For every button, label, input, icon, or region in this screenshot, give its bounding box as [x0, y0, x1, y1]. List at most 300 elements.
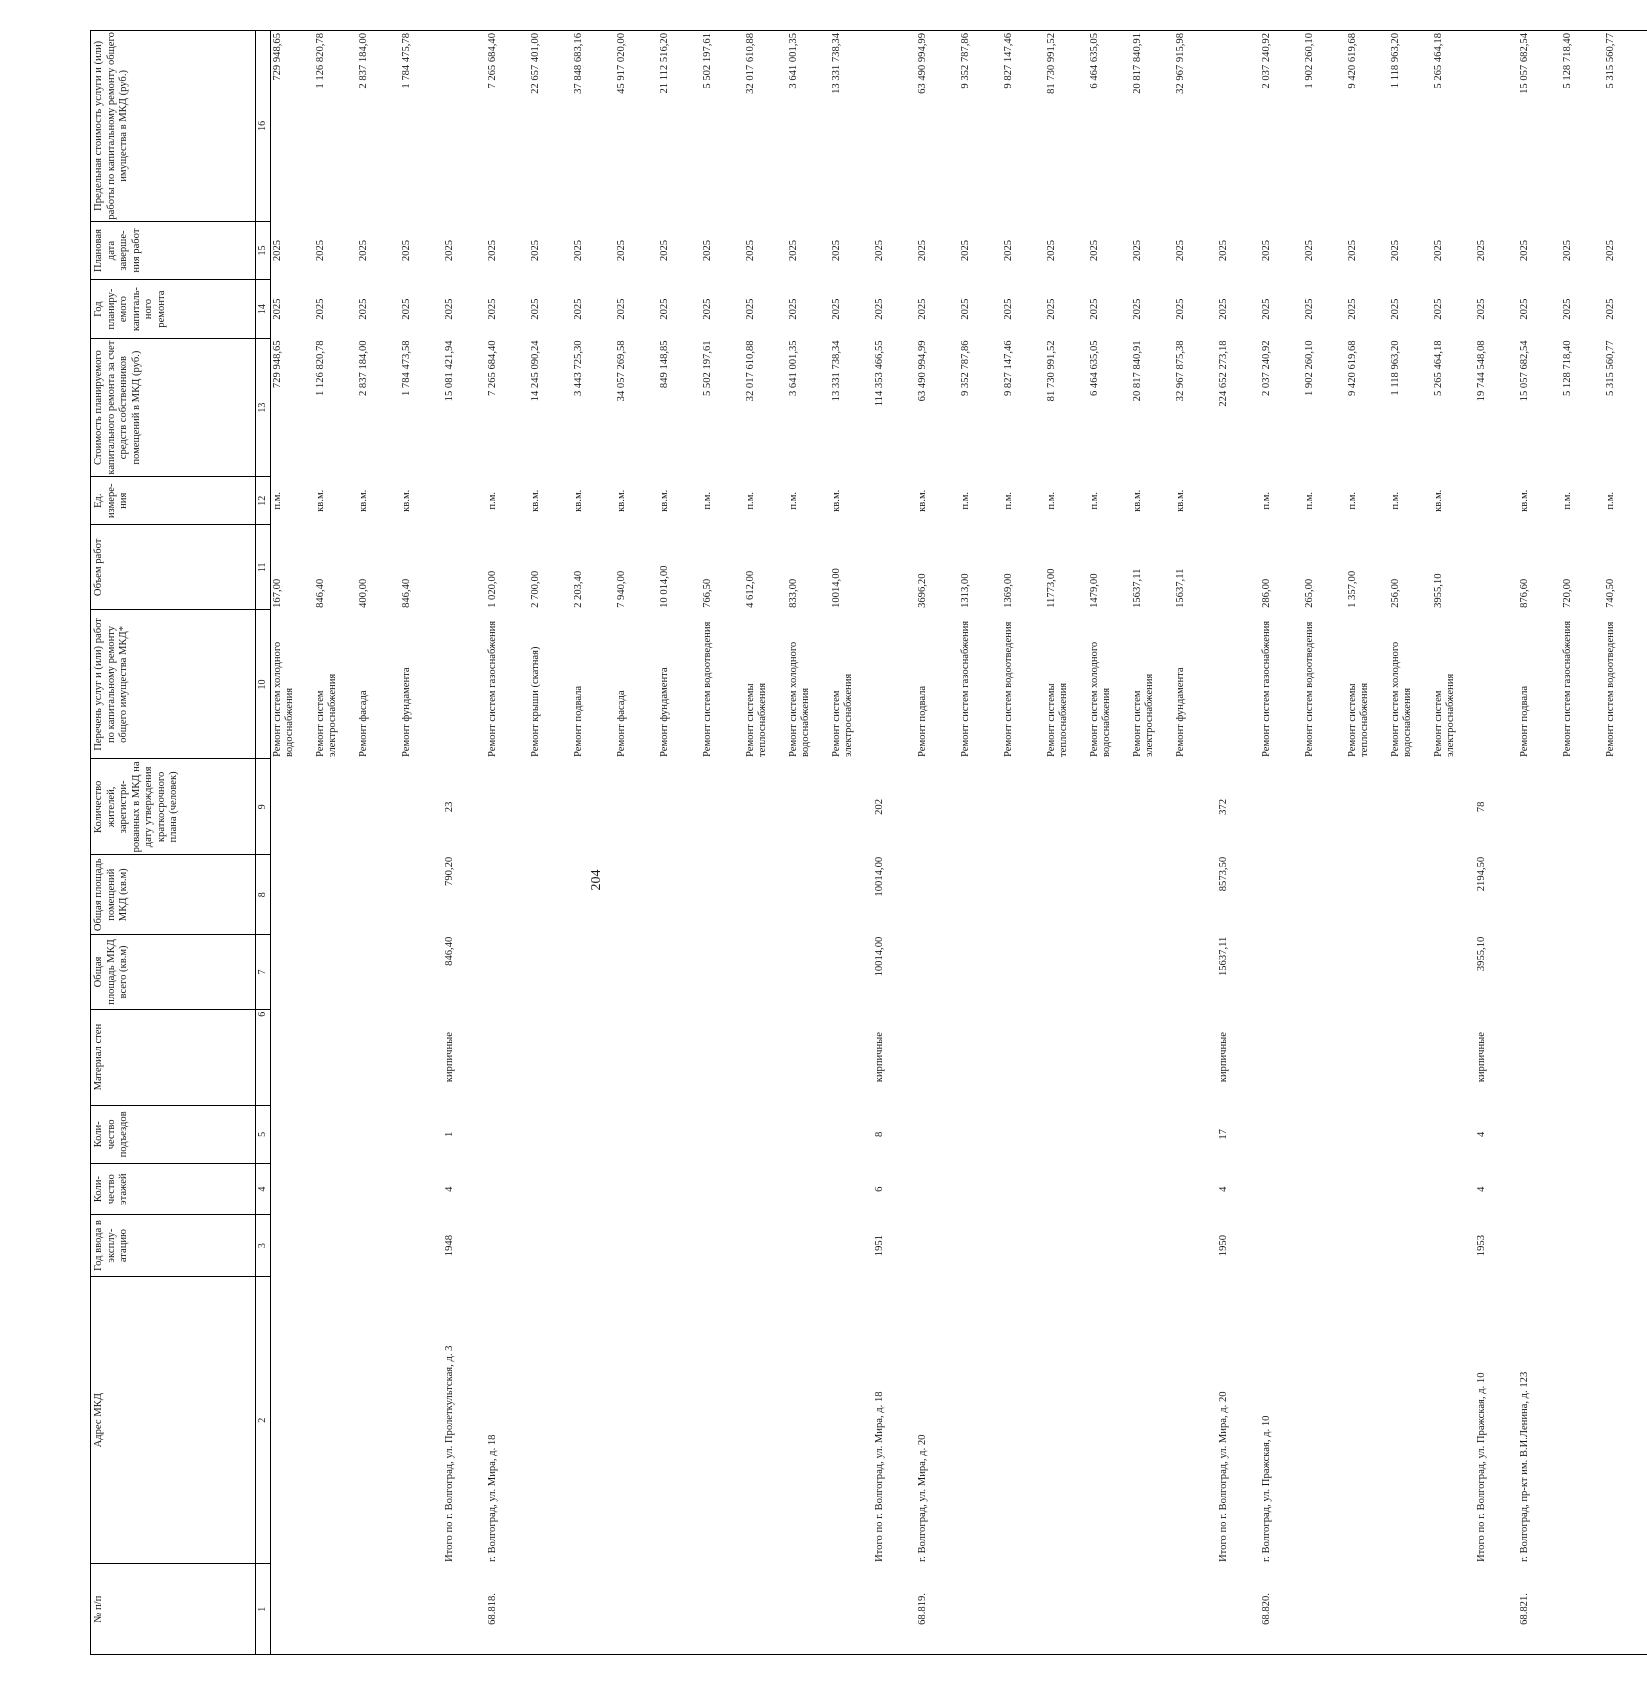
table-cell-col-2: Итого по г. Волгоград, ул. Пролеткультская, д. 3	[443, 1345, 455, 1562]
header-cell: Стоимость планируемого капитального ремонта за счет средств собственников помещений в МКД (руб.)	[91, 338, 256, 476]
table-cell-col-5	[1346, 1105, 1389, 1164]
table-cell-col-3	[1432, 1215, 1475, 1277]
column-number: 12	[256, 477, 271, 525]
table-cell-col-10: Ремонт фасада	[357, 690, 369, 757]
table-cell-col-7	[1045, 935, 1088, 1010]
table-cell-col-2: Итого по г. Волгоград, ул. Пражская, д. 10	[1475, 1372, 1487, 1562]
table-cell-col-7	[400, 935, 443, 1010]
table-cell-col-16: 9 420 619,68	[1346, 31, 1389, 222]
table-cell-col-1	[1303, 1564, 1346, 1655]
table-cell-col-4	[486, 1164, 529, 1215]
table-cell-col-1: 68.819.	[916, 1564, 959, 1655]
table-cell-col-3	[357, 1215, 400, 1277]
table-cell-col-16: 32 967 915,98	[1174, 31, 1217, 222]
table-cell-col-3	[1346, 1215, 1389, 1277]
table-cell-col-5	[572, 1105, 615, 1164]
table-cell-col-5	[400, 1105, 443, 1164]
table-cell-col-2	[572, 1276, 615, 1564]
table-cell-col-12: кв.м.	[1432, 489, 1444, 512]
table-cell-col-10: Ремонт системы теплоснабжения	[1346, 682, 1370, 757]
table-cell-col-15: 2025	[314, 239, 326, 262]
table-cell-col-15: 2025	[1174, 239, 1186, 262]
table-cell-col-12	[873, 477, 916, 525]
table-cell-col-13: 34 057 269,58	[615, 340, 627, 402]
table-cell-col-4	[270, 1164, 314, 1215]
table-cell-col-13: 19 744 548,08	[1475, 340, 1487, 402]
table-cell-col-11: 256,00	[1389, 578, 1401, 608]
table-cell-col-6	[572, 1009, 615, 1105]
table-cell-col-3	[270, 1215, 314, 1277]
table-cell-col-4: 6	[873, 1186, 885, 1192]
table-cell-col-16	[1217, 31, 1260, 222]
table-cell-col-7	[1131, 935, 1174, 1010]
table-cell-col-5: 4	[1475, 1131, 1487, 1137]
table-cell-col-9: 202	[873, 798, 885, 815]
table-cell-col-11: 3955,10	[1432, 573, 1444, 608]
table-cell-col-16: 9 827 147,46	[1002, 31, 1045, 222]
table-cell-col-2	[830, 1276, 873, 1564]
table-cell-col-14: 2025	[1088, 298, 1100, 320]
table-cell-col-2	[1174, 1276, 1217, 1564]
table-cell-col-4	[1561, 1164, 1604, 1215]
table-cell-col-14: 2025	[1002, 298, 1014, 320]
table-cell-col-10: Ремонт систем холодного водоснабжения	[787, 641, 811, 757]
table-cell-col-15: 2025	[1604, 239, 1616, 262]
table-cell-col-7	[529, 935, 572, 1010]
table-cell-col-3	[744, 1215, 787, 1277]
table-row	[270, 31, 314, 1655]
table-cell-col-1	[1604, 1564, 1647, 1655]
table-row	[572, 31, 615, 1655]
table-cell-col-16: 20 817 840,91	[1131, 31, 1174, 222]
table-row	[486, 31, 529, 1655]
table-cell-col-9: 23	[443, 801, 455, 813]
table-cell-col-10: Ремонт систем газоснабжения	[1260, 620, 1272, 757]
table-cell-col-10: Ремонт подвала	[1518, 685, 1530, 757]
table-cell-col-2	[1131, 1276, 1174, 1564]
table-cell-col-8: 790,20	[443, 856, 455, 886]
table-row	[1217, 31, 1260, 1655]
table-cell-col-11: 2 203,40	[572, 570, 584, 608]
header-row	[91, 31, 256, 1655]
table-row	[1475, 31, 1518, 1655]
table-cell-col-1	[701, 1564, 744, 1655]
table-cell-col-13: 32 967 875,38	[1174, 340, 1186, 402]
column-number: 4	[256, 1164, 271, 1215]
table-cell-col-9	[1346, 759, 1389, 855]
table-cell-col-1	[314, 1564, 357, 1655]
table-cell-col-16: 5 128 718,40	[1561, 31, 1604, 222]
table-row	[1174, 31, 1217, 1655]
table-cell-col-6	[959, 1009, 1002, 1105]
table-cell-col-7	[1303, 935, 1346, 1010]
table-cell-col-1	[959, 1564, 1002, 1655]
table-cell-col-3	[701, 1215, 744, 1277]
table-cell-col-7	[1561, 935, 1604, 1010]
table-cell-col-9	[400, 759, 443, 855]
table-cell-col-11	[1475, 525, 1518, 610]
table-cell-col-6	[1389, 1009, 1432, 1105]
table-cell-col-9	[1561, 759, 1604, 855]
table-cell-col-15: 2025	[658, 239, 670, 262]
table-cell-col-1	[1217, 1564, 1260, 1655]
table-cell-col-15: 2025	[1303, 239, 1315, 262]
table-cell-col-14: 2025	[1389, 298, 1401, 320]
table-cell-col-14: 2025	[1475, 298, 1487, 320]
table-cell-col-12: п.м.	[701, 491, 713, 510]
header-cell: Материал стен	[91, 1009, 256, 1105]
column-number: 1	[256, 1564, 271, 1655]
table-cell-col-2	[1303, 1276, 1346, 1564]
table-cell-col-16: 37 848 683,16	[572, 31, 615, 222]
table-cell-col-12: кв.м.	[1174, 489, 1186, 512]
table-cell-col-13: 1 784 473,58	[400, 340, 412, 397]
table-cell-col-5	[658, 1105, 701, 1164]
table-cell-col-16	[1475, 31, 1518, 222]
table-cell-col-15: 2025	[1002, 239, 1014, 262]
table-cell-col-7	[1174, 935, 1217, 1010]
table-cell-col-12: п.м.	[1303, 491, 1315, 510]
table-cell-col-16: 5 265 464,18	[1432, 31, 1475, 222]
table-cell-col-1	[529, 1564, 572, 1655]
table-cell-col-9	[1432, 759, 1475, 855]
table-cell-col-14: 2025	[271, 298, 283, 320]
table-cell-col-6: кирпичные	[1475, 1032, 1487, 1083]
table-cell-col-8	[787, 855, 830, 935]
header-cell: № п/п	[91, 1564, 256, 1655]
column-number: 15	[256, 221, 271, 280]
table-cell-col-9	[1131, 759, 1174, 855]
table-cell-col-15: 2025	[1561, 239, 1573, 262]
table-cell-col-15: 2025	[1260, 239, 1272, 262]
table-cell-col-3	[1002, 1215, 1045, 1277]
table-cell-col-6	[1346, 1009, 1389, 1105]
table-cell-col-3: 1953	[1475, 1235, 1487, 1257]
table-cell-col-6	[916, 1009, 959, 1105]
table-cell-col-6	[701, 1009, 744, 1105]
table-cell-col-9	[1389, 759, 1432, 855]
table-cell-col-10	[1475, 610, 1518, 759]
table-cell-col-4	[1604, 1164, 1647, 1215]
table-cell-col-11	[1217, 525, 1260, 610]
table-cell-col-9: 78	[1475, 801, 1487, 813]
column-number-row	[256, 31, 271, 1655]
table-cell-col-12: п.м.	[486, 491, 498, 510]
table-cell-col-6	[615, 1009, 658, 1105]
table-cell-col-1: 68.821.	[1518, 1564, 1561, 1655]
table-cell-col-9	[270, 759, 314, 855]
column-number: 2	[256, 1276, 271, 1564]
table-cell-col-11: 7 940,00	[615, 570, 627, 608]
table-cell-col-16: 3 641 001,35	[787, 31, 830, 222]
table-cell-col-4: 4	[443, 1186, 455, 1192]
table-cell-col-15: 2025	[529, 239, 541, 262]
table-cell-col-13: 63 490 994,99	[916, 340, 928, 402]
table-cell-col-10: Ремонт систем электроснабжения	[830, 673, 854, 757]
table-row	[1002, 31, 1045, 1655]
table-cell-col-7	[1389, 935, 1432, 1010]
table-cell-col-3	[959, 1215, 1002, 1277]
table-cell-col-8	[1303, 855, 1346, 935]
table-cell-col-9: 372	[1217, 798, 1229, 815]
table-cell-col-1	[873, 1564, 916, 1655]
table-cell-col-9	[572, 759, 615, 855]
table-cell-col-3	[1260, 1215, 1303, 1277]
table-cell-col-13: 3 443 725,30	[572, 340, 584, 397]
table-cell-col-6: кирпичные	[873, 1032, 885, 1083]
table-cell-col-6: кирпичные	[443, 1032, 455, 1083]
table-row	[1432, 31, 1475, 1655]
table-cell-col-9	[830, 759, 873, 855]
table-cell-col-15: 2025	[1432, 239, 1444, 262]
table-cell-col-13: 5 128 718,40	[1561, 340, 1573, 397]
table-cell-col-12: кв.м.	[400, 489, 412, 512]
table-cell-col-2: Итого по г. Волгоград, ул. Мира, д. 18	[873, 1391, 885, 1562]
table-cell-col-10: Ремонт фундамента	[658, 667, 670, 757]
column-number: 14	[256, 280, 271, 339]
column-number: 5	[256, 1105, 271, 1164]
table-cell-col-15: 2025	[1475, 239, 1487, 262]
table-cell-col-14: 2025	[1217, 298, 1229, 320]
table-cell-col-15: 2025	[959, 239, 971, 262]
table-cell-col-6	[1088, 1009, 1131, 1105]
table-cell-col-11: 10 014,00	[658, 565, 670, 608]
table-cell-col-12	[1217, 477, 1260, 525]
table-row	[615, 31, 658, 1655]
table-cell-col-12: кв.м.	[357, 489, 369, 512]
table-cell-col-8	[572, 855, 615, 935]
table-cell-col-7: 3955,10	[1475, 936, 1487, 972]
table-cell-col-7	[787, 935, 830, 1010]
table-cell-col-3	[1303, 1215, 1346, 1277]
table-cell-col-9	[1002, 759, 1045, 855]
table-cell-col-6	[357, 1009, 400, 1105]
column-number: 11	[256, 525, 271, 610]
table-cell-col-16: 7 265 684,40	[486, 31, 529, 222]
column-number: 16	[256, 31, 271, 222]
table-cell-col-6	[1303, 1009, 1346, 1105]
table-cell-col-14: 2025	[1174, 298, 1186, 320]
table-cell-col-10: Ремонт систем холодного водоснабжения	[271, 641, 295, 757]
table-cell-col-1	[1088, 1564, 1131, 1655]
table-cell-col-7	[830, 935, 873, 1010]
table-cell-col-12: кв.м.	[830, 489, 842, 512]
table-cell-col-15: 2025	[1088, 239, 1100, 262]
table-cell-col-6	[529, 1009, 572, 1105]
table-cell-col-9	[701, 759, 744, 855]
table-cell-col-10: Ремонт крыши (скатная)	[529, 646, 541, 757]
table-cell-col-15: 2025	[1346, 239, 1358, 262]
table-cell-col-3: 1951	[873, 1235, 885, 1257]
table-cell-col-13: 729 948,65	[271, 340, 283, 389]
table-cell-col-4	[1131, 1164, 1174, 1215]
table-cell-col-2: г. Волгоград, ул. Мира, д. 20	[916, 1434, 928, 1562]
table-cell-col-5	[1604, 1105, 1647, 1164]
table-row	[830, 31, 873, 1655]
table-cell-col-4	[572, 1164, 615, 1215]
table-cell-col-2: г. Волгоград, ул. Пражская, д. 10	[1260, 1415, 1272, 1562]
header-cell: Общая площадь МКД всего (кв.м)	[91, 935, 256, 1010]
column-number: 3	[256, 1215, 271, 1277]
table-cell-col-1	[1131, 1564, 1174, 1655]
table-cell-col-14: 2025	[1131, 298, 1143, 320]
table-cell-col-7	[701, 935, 744, 1010]
table-cell-col-2	[1002, 1276, 1045, 1564]
table-cell-col-12: кв.м.	[529, 489, 541, 512]
table-cell-col-3	[658, 1215, 701, 1277]
table-cell-col-14: 2025	[486, 298, 498, 320]
table-cell-col-3	[787, 1215, 830, 1277]
table-cell-col-16: 63 490 994,99	[916, 31, 959, 222]
table-cell-col-3	[314, 1215, 357, 1277]
table-cell-col-10: Ремонт систем электроснабжения	[1432, 673, 1456, 757]
table-cell-col-2	[787, 1276, 830, 1564]
table-row	[959, 31, 1002, 1655]
table-cell-col-15: 2025	[1131, 239, 1143, 262]
table-cell-col-3	[1561, 1215, 1604, 1277]
table-cell-col-15: 2025	[1217, 239, 1229, 262]
table-cell-col-8	[916, 855, 959, 935]
table-cell-col-13: 1 902 260,10	[1303, 340, 1315, 397]
table-cell-col-8	[1002, 855, 1045, 935]
table-cell-col-14: 2025	[443, 298, 455, 320]
table-cell-col-9	[357, 759, 400, 855]
table-cell-col-7: 10014,00	[873, 936, 885, 977]
table-cell-col-13: 3 641 001,35	[787, 340, 799, 397]
table-row	[1346, 31, 1389, 1655]
table-cell-col-5	[830, 1105, 873, 1164]
table-cell-col-1	[1561, 1564, 1604, 1655]
table-row	[314, 31, 357, 1655]
table-cell-col-4	[1260, 1164, 1303, 1215]
table-cell-col-3	[1389, 1215, 1432, 1277]
table-cell-col-8	[1346, 855, 1389, 935]
table-cell-col-10: Ремонт систем газоснабжения	[486, 620, 498, 757]
table-cell-col-10: Ремонт систем электроснабжения	[314, 673, 338, 757]
table-cell-col-4	[1002, 1164, 1045, 1215]
table-cell-col-14: 2025	[1346, 298, 1358, 320]
table-cell-col-10: Ремонт систем электроснабжения	[1131, 673, 1155, 757]
table-cell-col-3	[1088, 1215, 1131, 1277]
table-cell-col-2	[529, 1276, 572, 1564]
repair-plan-sheet	[90, 30, 1616, 1655]
table-cell-col-1	[744, 1564, 787, 1655]
table-cell-col-12: п.м.	[1389, 491, 1401, 510]
header-cell: Количество жителей, зарегистри-рованных в МКД на дату утверждения краткосрочного плана (человек)	[91, 759, 256, 855]
table-cell-col-6	[744, 1009, 787, 1105]
table-row	[529, 31, 572, 1655]
table-cell-col-2: Итого по г. Волгоград, ул. Мира, д. 20	[1217, 1391, 1229, 1562]
table-cell-col-11: 2 700,00	[529, 570, 541, 608]
table-row	[916, 31, 959, 1655]
table-cell-col-3: 1948	[443, 1235, 455, 1257]
table-cell-col-4	[357, 1164, 400, 1215]
table-cell-col-8	[1389, 855, 1432, 935]
table-cell-col-15: 2025	[443, 239, 455, 262]
table-cell-col-5: 17	[1217, 1129, 1229, 1140]
table-cell-col-12: кв.м.	[916, 489, 928, 512]
table-cell-col-6	[1518, 1009, 1561, 1105]
table-cell-col-4	[744, 1164, 787, 1215]
table-cell-col-10	[1217, 610, 1260, 759]
table-cell-col-16: 1 126 820,78	[314, 31, 357, 222]
table-cell-col-6	[314, 1009, 357, 1105]
table-row	[1389, 31, 1432, 1655]
header-cell: Плановая дата заверше-ния работ	[91, 221, 256, 280]
table-cell-col-10: Ремонт систем холодного водоснабжения	[1088, 641, 1112, 757]
table-cell-col-4	[959, 1164, 1002, 1215]
table-cell-col-10: Ремонт систем водоотведения	[1002, 621, 1014, 757]
table-cell-col-12: п.м.	[1260, 491, 1272, 510]
table-row	[873, 31, 916, 1655]
table-cell-col-6	[1432, 1009, 1475, 1105]
table-cell-col-13: 5 315 560,77	[1604, 340, 1616, 397]
table-cell-col-14: 2025	[959, 298, 971, 320]
table-cell-col-12	[443, 477, 486, 525]
table-cell-col-7	[615, 935, 658, 1010]
table-cell-col-4	[615, 1164, 658, 1215]
table-cell-col-7	[959, 935, 1002, 1010]
table-row	[658, 31, 701, 1655]
table-cell-col-5: 8	[873, 1131, 885, 1137]
table-cell-col-9	[744, 759, 787, 855]
table-cell-col-1	[400, 1564, 443, 1655]
table-cell-col-2	[1088, 1276, 1131, 1564]
table-row	[1131, 31, 1174, 1655]
table-cell-col-1	[572, 1564, 615, 1655]
table-cell-col-12: п.м.	[1346, 491, 1358, 510]
table-cell-col-9	[1045, 759, 1088, 855]
table-cell-col-5	[529, 1105, 572, 1164]
table-cell-col-16: 2 037 240,92	[1260, 31, 1303, 222]
table-cell-col-6	[1045, 1009, 1088, 1105]
table-cell-col-1: 68.820.	[1260, 1564, 1303, 1655]
table-cell-col-14: 2025	[1303, 298, 1315, 320]
table-cell-col-14: 2025	[744, 298, 756, 320]
table-cell-col-15: 2025	[830, 239, 842, 262]
table-cell-col-10: Ремонт систем водоотведения	[1604, 621, 1616, 757]
table-cell-col-6	[486, 1009, 529, 1105]
table-row	[1045, 31, 1088, 1655]
table-cell-col-11: 15637,11	[1174, 568, 1186, 608]
table-cell-col-11: 286,00	[1260, 578, 1272, 608]
table-cell-col-9	[787, 759, 830, 855]
table-cell-col-13: 9 827 147,46	[1002, 340, 1014, 397]
table-cell-col-9	[959, 759, 1002, 855]
table-cell-col-11: 740,50	[1604, 578, 1616, 608]
table-cell-col-14: 2025	[529, 298, 541, 320]
table-cell-col-5	[1303, 1105, 1346, 1164]
table-cell-col-3	[1131, 1215, 1174, 1277]
table-cell-col-6	[1260, 1009, 1303, 1105]
table-cell-col-12: кв.м.	[314, 489, 326, 512]
table-cell-col-5	[959, 1105, 1002, 1164]
table-cell-col-14: 2025	[916, 298, 928, 320]
table-row	[1561, 31, 1604, 1655]
table-cell-col-6: кирпичные	[1217, 1032, 1229, 1083]
table-cell-col-5	[1432, 1105, 1475, 1164]
table-cell-col-8	[744, 855, 787, 935]
table-cell-col-15: 2025	[701, 239, 713, 262]
table-cell-col-1: 68.818.	[486, 1564, 529, 1655]
table-cell-col-7	[1088, 935, 1131, 1010]
table-cell-col-1	[443, 1564, 486, 1655]
table-row	[1303, 31, 1346, 1655]
table-cell-col-3	[916, 1215, 959, 1277]
table-cell-col-5: 1	[443, 1131, 455, 1137]
repair-plan-table	[90, 30, 1647, 1655]
header-cell: Перечень услуг и (или) работ по капитальному ремонту общего имущества МКД*	[91, 610, 256, 759]
